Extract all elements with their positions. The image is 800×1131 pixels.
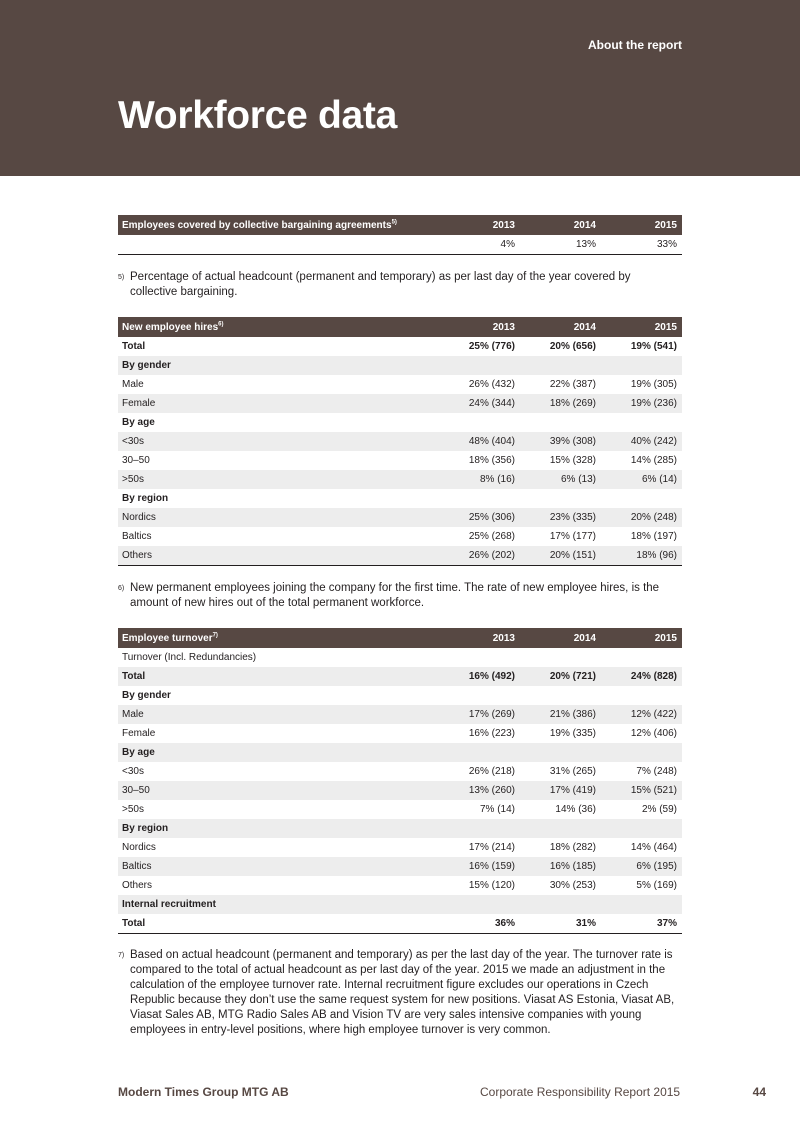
cell-2013: 26% (202) (439, 546, 520, 566)
cell-2015 (601, 895, 682, 914)
cell-2015 (601, 356, 682, 375)
row-label: 30–50 (122, 455, 150, 466)
row-label: By region (122, 493, 169, 504)
row-label: Total (122, 341, 146, 352)
row-label: By age (122, 417, 155, 428)
row-label: <30s (118, 432, 439, 451)
table-row (118, 743, 682, 762)
cell-2014: 20% (721) (520, 667, 601, 686)
row-label: Baltics (122, 531, 152, 542)
hires-table (118, 317, 682, 566)
cell-2015 (601, 413, 682, 432)
table-title-text: Employees covered by collective bargaining agreements (122, 219, 392, 231)
table-row (118, 356, 682, 375)
row-label: By gender (118, 356, 439, 375)
section-label: About the report (588, 38, 682, 52)
cell-2013: 7% (14) (479, 804, 515, 815)
cell-2015: 18% (96) (601, 546, 682, 566)
cell-2014: 20% (656) (549, 341, 596, 352)
cell-2015: 40% (242) (601, 432, 682, 451)
cell-2014 (520, 743, 601, 762)
footnote-number: 5) (118, 274, 125, 281)
cell-2014: 18% (269) (520, 394, 601, 413)
cell-2015: 14% (285) (630, 455, 677, 466)
table-row (118, 470, 682, 489)
table-row (118, 838, 682, 857)
cell-2014: 16% (185) (520, 857, 601, 876)
cell-2015 (601, 489, 682, 508)
row-label (118, 235, 439, 255)
cell-2015: 33% (656, 239, 677, 250)
bargaining-table (118, 215, 682, 255)
year-header: 2014 (520, 215, 601, 235)
cell-2013: 16% (492) (439, 667, 520, 686)
cell-2013: 15% (120) (468, 880, 515, 891)
cell-2014: 18% (282) (549, 842, 596, 853)
row-label: Male (122, 379, 144, 390)
cell-2014 (520, 895, 601, 914)
table-row (118, 819, 682, 838)
header-banner (0, 0, 800, 176)
cell-2015 (601, 743, 682, 762)
table-row (118, 413, 682, 432)
cell-2015 (601, 686, 682, 705)
table-row (118, 724, 682, 743)
cell-2014: 17% (419) (520, 781, 601, 800)
footnote-ref: 6) (218, 321, 224, 328)
cell-2015: 19% (541) (630, 341, 677, 352)
footnote-5 (118, 270, 678, 300)
cell-2015: 24% (828) (601, 667, 682, 686)
table-row (118, 508, 682, 527)
cell-2013: 26% (432) (468, 379, 515, 390)
table-row (118, 527, 682, 546)
cell-2014: 31% (575, 918, 596, 929)
footnote-text: Based on actual headcount (permanent and temporary) as per the last day of the year. The turnover rate is compared to the total of actual headcount as per last day of the year. 2015 we made an adjustment in the calculation of the employee turnover rate. Internal recruitment figure excludes our operations in Czech Republic because they don’t use the same request system for new positions. Viasat AS Estonia, Viasat AB, Viasat Sales AB, MTG Radio Sales AB and Vision TV are very sales intensive companies with young employees in entry-level positions, where high employee turnover is very common. (130, 949, 675, 1036)
footnote-ref: 5) (391, 219, 397, 226)
cell-2014 (520, 648, 601, 667)
table-row (118, 686, 682, 705)
row-label: Turnover (Incl. Redundancies) (122, 652, 257, 663)
cell-2014: 13% (575, 239, 596, 250)
cell-2015 (601, 819, 682, 838)
cell-2015: 14% (464) (630, 842, 677, 853)
cell-2013: 16% (159) (439, 857, 520, 876)
table-row (118, 705, 682, 724)
row-label: Others (122, 880, 153, 891)
cell-2014: 23% (335) (520, 508, 601, 527)
table-row (118, 800, 682, 819)
row-label: 30–50 (118, 781, 439, 800)
cell-2013 (439, 356, 520, 375)
table-row (118, 451, 682, 470)
table-title (118, 215, 439, 235)
cell-2014 (520, 356, 601, 375)
row-label: Total (122, 918, 146, 929)
turnover-table (118, 628, 682, 934)
table-title-text: Employee turnover (122, 632, 213, 644)
cell-2013: 25% (268) (468, 531, 515, 542)
cell-2014: 21% (386) (520, 705, 601, 724)
cell-2013: 25% (306) (439, 508, 520, 527)
cell-2015: 19% (305) (630, 379, 677, 390)
table-title-text: New employee hires (122, 321, 219, 333)
row-label: By gender (122, 690, 171, 701)
footnote-text: New permanent employees joining the company for the first time. The rate of new employee hires, is the amount of new hires out of the total permanent workforce. (130, 582, 660, 609)
table-row (118, 235, 682, 255)
cell-2015: 7% (248) (636, 766, 677, 777)
cell-2015: 19% (236) (601, 394, 682, 413)
footer-company: Modern Times Group MTG AB (118, 1085, 289, 1099)
table-row (118, 914, 682, 934)
cell-2013: 4% (500, 239, 515, 250)
cell-2015: 20% (248) (601, 508, 682, 527)
year-header: 2013 (439, 317, 520, 337)
cell-2014: 31% (265) (549, 766, 596, 777)
cell-2014: 14% (36) (555, 804, 596, 815)
cell-2013: 16% (223) (468, 728, 515, 739)
cell-2014: 15% (328) (549, 455, 596, 466)
cell-2013: 24% (344) (439, 394, 520, 413)
year-header: 2013 (439, 628, 520, 648)
table-header-row (118, 215, 682, 235)
table-row (118, 546, 682, 566)
cell-2015 (601, 648, 682, 667)
year-header: 2014 (520, 628, 601, 648)
row-label: Nordics (122, 842, 156, 853)
row-label: Baltics (118, 857, 439, 876)
row-label: Others (118, 546, 439, 566)
table-row (118, 489, 682, 508)
cell-2013: 25% (776) (468, 341, 515, 352)
table-row (118, 375, 682, 394)
table-header-row (118, 628, 682, 648)
cell-2014: 30% (253) (549, 880, 596, 891)
table-row (118, 432, 682, 451)
table-row (118, 762, 682, 781)
row-label: Total (118, 667, 439, 686)
row-label: Female (118, 394, 439, 413)
row-label: Internal recruitment (118, 895, 439, 914)
cell-2013 (439, 648, 520, 667)
cell-2014: 39% (308) (520, 432, 601, 451)
year-header: 2013 (439, 215, 520, 235)
table-row (118, 648, 682, 667)
table-row (118, 394, 682, 413)
table-header-row (118, 317, 682, 337)
cell-2015: 6% (14) (601, 470, 682, 489)
cell-2013 (439, 413, 520, 432)
row-label: <30s (122, 766, 144, 777)
cell-2013 (439, 743, 520, 762)
cell-2013: 26% (218) (468, 766, 515, 777)
cell-2014 (520, 489, 601, 508)
row-label: By region (118, 819, 439, 838)
cell-2014 (520, 686, 601, 705)
cell-2014: 6% (13) (520, 470, 601, 489)
cell-2014: 22% (387) (549, 379, 596, 390)
page-title: Workforce data (118, 94, 397, 137)
footnote-ref: 7) (212, 632, 218, 639)
footnote-number: 6) (118, 585, 125, 592)
row-label: >50s (118, 470, 439, 489)
footnote-text: Percentage of actual headcount (permanent and temporary) as per last day of the year covered by collective bargaining. (130, 271, 631, 298)
cell-2013: 48% (404) (439, 432, 520, 451)
cell-2015: 18% (197) (630, 531, 677, 542)
cell-2013: 17% (214) (468, 842, 515, 853)
footnote-6 (118, 581, 678, 611)
cell-2014 (520, 413, 601, 432)
page-number: 44 (752, 1085, 766, 1099)
footnote-7 (118, 948, 678, 1038)
row-label: Nordics (118, 508, 439, 527)
cell-2013 (439, 489, 520, 508)
table-row (118, 667, 682, 686)
cell-2015: 37% (656, 918, 677, 929)
table-row (118, 895, 682, 914)
row-label: Male (118, 705, 439, 724)
cell-2013: 17% (269) (439, 705, 520, 724)
cell-2013: 13% (260) (439, 781, 520, 800)
cell-2013: 8% (16) (439, 470, 520, 489)
cell-2014 (520, 819, 601, 838)
table-row (118, 337, 682, 356)
row-label: By age (118, 743, 439, 762)
footnote-number: 7) (118, 952, 125, 959)
cell-2015: 6% (195) (601, 857, 682, 876)
year-header: 2015 (601, 317, 682, 337)
table-row (118, 781, 682, 800)
cell-2015: 5% (169) (636, 880, 677, 891)
cell-2013 (439, 819, 520, 838)
cell-2013: 36% (494, 918, 515, 929)
table-row (118, 857, 682, 876)
table-row (118, 876, 682, 895)
table-title (118, 317, 439, 337)
table-title (118, 628, 439, 648)
footer-report-title: Corporate Responsibility Report 2015 (480, 1085, 681, 1099)
year-header: 2014 (520, 317, 601, 337)
cell-2013 (439, 895, 520, 914)
cell-2013 (439, 686, 520, 705)
cell-2013: 18% (356) (468, 455, 515, 466)
row-label: >50s (122, 804, 144, 815)
cell-2014: 20% (151) (520, 546, 601, 566)
cell-2014: 17% (177) (549, 531, 596, 542)
cell-2014: 19% (335) (549, 728, 596, 739)
year-header: 2015 (601, 215, 682, 235)
cell-2015: 12% (422) (601, 705, 682, 724)
cell-2015: 15% (521) (601, 781, 682, 800)
year-header: 2015 (601, 628, 682, 648)
cell-2015: 2% (59) (641, 804, 677, 815)
cell-2015: 12% (406) (630, 728, 677, 739)
row-label: Female (122, 728, 156, 739)
